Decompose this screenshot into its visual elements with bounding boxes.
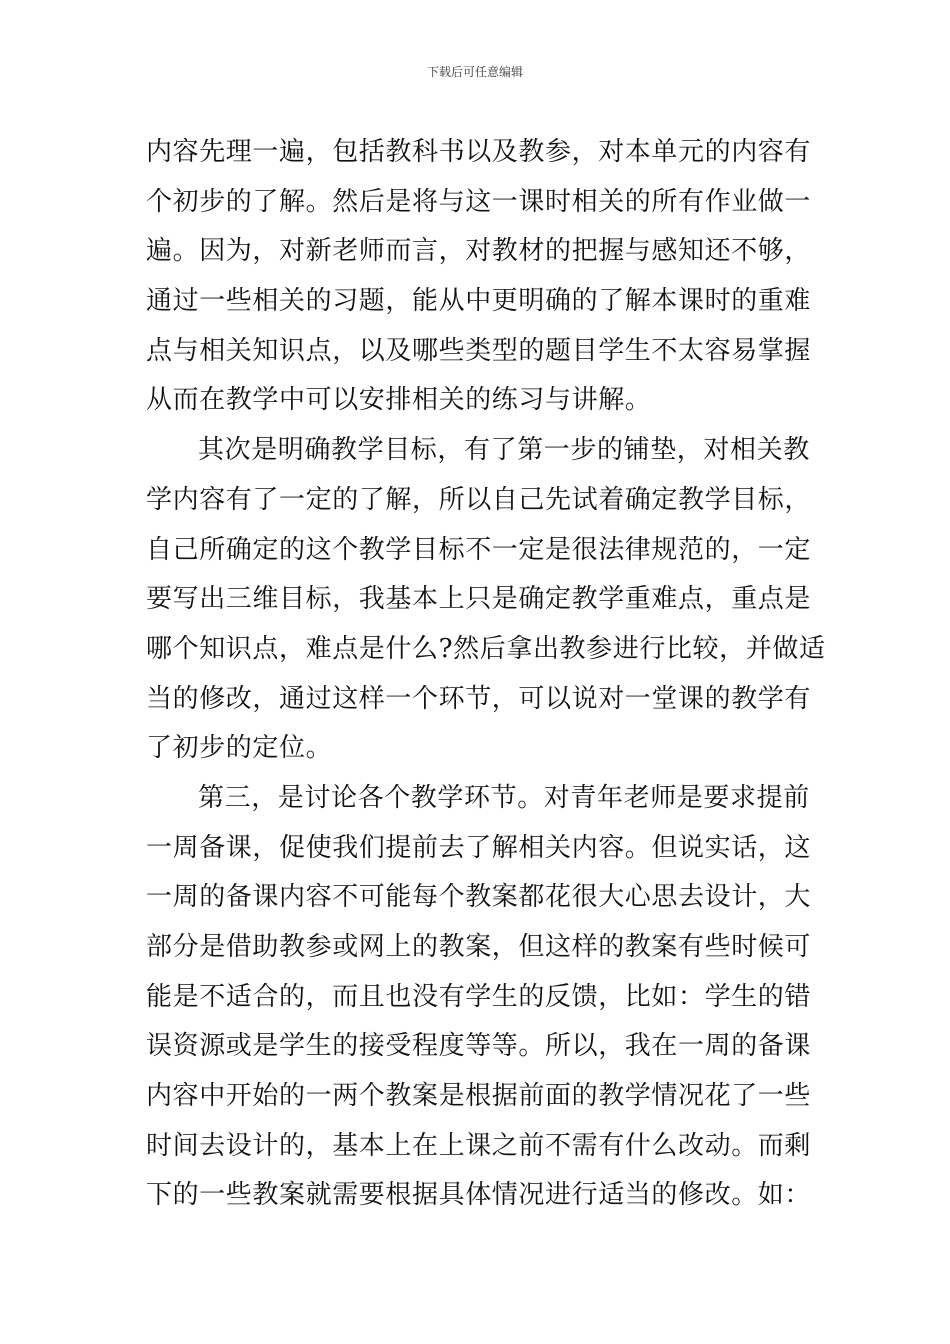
text-line: 点与相关知识点，以及哪些类型的题目学生不太容易掌握 [146,335,812,366]
text-line: 部分是借助教参或网上的教案，但这样的教案有些时候可 [146,932,812,962]
text-line: 从而在教学中可以安排相关的练习与讲解。 [146,385,652,416]
text-line: 哪个知识点，难点是什么?然后拿出教参进行比较，并做适 [146,633,826,664]
text-line: 能是不适合的，而且也没有学生的反馈，比如：学生的错 [146,981,812,1012]
text-line: 通过一些相关的习题，能从中更明确的了解本课时的重难 [146,286,812,317]
text-line: 个初步的了解。然后是将与这一课时相关的所有作业做一 [146,186,812,217]
text-line: 误资源或是学生的接受程度等等。所以，我在一周的备课 [146,1031,812,1062]
text-line: 一周的备课内容不可能每个教案都花很大心思去设计，大 [146,882,812,913]
page-header: 下载后可任意编辑 [426,65,523,79]
text-line: 了初步的定位。 [146,733,333,764]
paragraph-start-line: 第三，是讨论各个教学环节。对青年老师是要求提前 [198,782,810,813]
text-line: 一周备课，促使我们提前去了解相关内容。但说实话，这 [146,832,812,863]
text-line: 自己所确定的这个教学目标不一定是很法律规范的，一定 [146,534,812,565]
text-line: 遍。因为，对新老师而言，对教材的把握与感知还不够， [146,236,812,267]
text-line: 下的一些教案就需要根据具体情况进行适当的修改。如： [146,1180,812,1211]
text-line: 内容先理一遍，包括教科书以及教参，对本单元的内容有 [146,137,812,167]
paragraph-start-line: 其次是明确教学目标，有了第一步的铺垫，对相关教 [198,435,810,466]
text-line: 当的修改，通过这样一个环节，可以说对一堂课的教学有 [146,683,812,714]
text-line: 学内容有了一定的了解，所以自己先试着确定教学目标， [146,484,812,515]
body-text [146,128,826,1221]
text-line: 内容中开始的一两个教案是根据前面的教学情况花了一些 [146,1081,812,1112]
text-line: 时间去设计的，基本上在上课之前不需有什么改动。而剩 [146,1130,812,1161]
text-line: 要写出三维目标，我基本上只是确定教学重难点，重点是 [146,584,812,615]
